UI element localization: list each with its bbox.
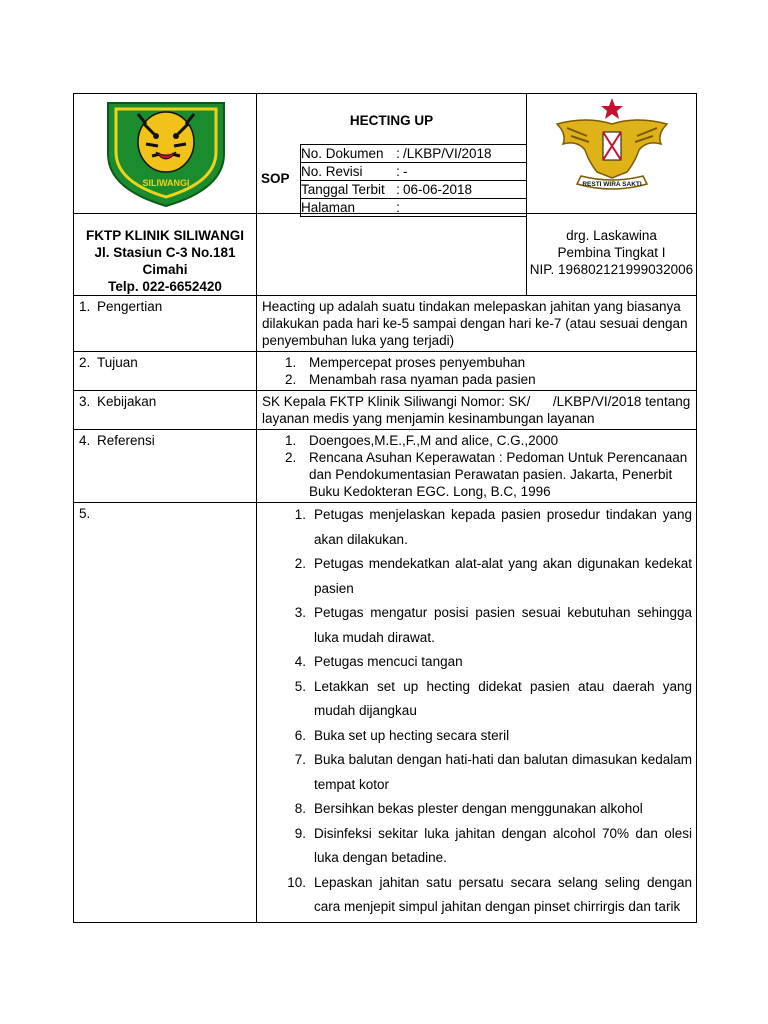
clinic-name: FKTP KLINIK SILIWANGI [86,228,244,243]
signer-rank: Pembina Tingkat I [557,245,666,260]
header-row [74,94,697,214]
signer-info-cell [527,214,697,296]
step-number: 3. [294,605,306,620]
step-item [262,650,692,675]
step-text: Buka balutan dengan hati-hati dan balutan dimasukan kedalam tempat kotor [314,752,692,792]
siliwangi-logo-text: SILIWANGI [142,178,190,188]
kebijakan-text: SK Kepala FKTP Klinik Siliwangi Nomor: SK/ /LKBP/VI/2018 tentang layanan medis yang menjamin kesinambungan layanan [262,394,694,426]
section-content [257,391,697,430]
meta-value: /LKBP/VI/2018 [403,145,527,163]
step-text: Lepaskan jahitan satu persatu secara selang seling dengan cara menjepit simpul jahitan dengan pinset chirrirgis dan tarik [314,874,692,914]
step-item [262,601,692,650]
step-text: Disinfeksi sekitar luka jahitan dengan alcohol 70% dan olesi luka dengan betadine. [314,825,692,865]
step-item [262,675,692,724]
title-cell [257,94,527,214]
signer-name: drg. Laskawina [566,228,657,243]
meta-row-no-revisi [301,163,527,181]
section-number: 5. [79,506,91,521]
section-content [257,503,697,923]
list-item [262,371,692,388]
section-kebijakan [74,391,697,430]
meta-key: Halaman [301,199,394,217]
step-number: 9. [294,825,306,841]
eagle-emblem [527,94,697,213]
section-label [74,503,257,923]
signer-nip: NIP. 196802121999032006 [529,262,694,277]
section-prosedur [74,503,697,923]
section-number: 3. [79,394,91,409]
step-number: 2. [294,556,306,571]
sop-table [73,93,697,923]
meta-key: Tanggal Terbit [301,181,394,199]
eagle-logo-text: RESTI WIRA SAKTI [582,181,642,188]
step-text: Letakkan set up hecting didekat pasien atau daerah yang mudah dijangkau [314,678,692,718]
list-text: Rencana Asuhan Keperawatan : Pedoman Untuk Perencanaan dan Pendokumentasian Perawatan pasien. Jakarta, Penerbit Buku Kedokteran EGC. Long, B.C, 1996 [309,450,688,499]
section-referensi [74,430,697,503]
section-content [257,352,697,391]
meta-value: 06-06-2018 [403,181,527,199]
section-title: Kebijakan [97,394,157,409]
meta-value: - [403,163,527,181]
section-title: Tujuan [97,355,138,370]
referensi-list [262,432,692,500]
left-logo-cell [74,94,257,214]
clinic-phone: Telp. 022-6652420 [108,279,222,294]
step-item [262,797,692,822]
meta-key: No. Dokumen [301,145,394,163]
step-number: 7. [294,752,306,767]
step-item [262,724,692,749]
step-number: 6. [294,727,306,743]
section-title: Referensi [97,433,155,448]
step-item [262,503,692,552]
step-item [262,822,692,871]
list-number: 1. [285,355,297,370]
section-label [74,296,257,352]
list-number: 2. [285,372,297,387]
list-number: 2. [285,450,297,465]
step-text: Buka set up hecting secara steril [314,727,510,743]
meta-sep: : [393,199,403,217]
document-title: HECTING UP [349,113,434,128]
meta-row-no-dokumen [301,145,527,163]
section-content [257,296,697,352]
section-content [257,430,697,503]
section-tujuan [74,352,697,391]
procedure-steps-list [262,503,692,920]
step-number: 10. [287,874,306,890]
list-item [262,449,692,500]
tujuan-list [262,354,692,388]
step-item [262,552,692,601]
pengertian-text: Heacting up adalah suatu tindakan melepaskan jahitan yang biasanya dilakukan pada hari ke-5 sampai dengan hari ke-7 (atau sesuai dengan penyembuhan luka yang terjadi) [262,299,688,348]
step-number: 1. [294,507,306,522]
list-text: Menambah rasa nyaman pada pasien [309,372,536,387]
sop-document [73,93,696,923]
list-item [262,432,692,449]
section-pengertian [74,296,697,352]
step-text: Petugas mengatur posisi pasien sesuai kebutuhan sehingga luka mudah dirawat. [314,605,692,645]
step-text: Bersihkan bekas plester dengan menggunakan alkohol [314,801,643,816]
meta-key: No. Revisi [301,163,394,181]
section-number: 1. [79,299,91,314]
document-meta-table [300,144,527,217]
clinic-info-cell [74,214,257,296]
list-text: Mempercepat proses penyembuhan [309,355,526,370]
step-item [262,748,692,797]
empty-info-cell [257,214,527,296]
section-label [74,391,257,430]
section-number: 2. [79,355,91,370]
section-number: 4. [79,433,91,448]
step-text: Petugas mencuci tangan [314,654,463,669]
step-number: 8. [294,801,306,816]
meta-row-tanggal-terbit [301,181,527,199]
info-row [74,214,697,296]
list-item [262,354,692,371]
step-text: Petugas mendekatkan alat-alat yang akan digunakan kedekat pasien [314,556,692,596]
list-number: 1. [285,433,297,448]
section-title: Pengertian [97,299,163,314]
meta-sep: : [393,163,403,181]
meta-sep: : [393,145,403,163]
step-number: 4. [294,654,306,669]
step-number: 5. [294,678,306,694]
section-label [74,430,257,503]
siliwangi-tiger-emblem [74,94,257,213]
sop-label: SOP [261,171,290,186]
section-label [74,352,257,391]
list-text: Doengoes,M.E.,F.,M and alice, C.G.,2000 [309,433,559,448]
step-text: Petugas menjelaskan kepada pasien prosedur tindakan yang akan dilakukan. [314,507,692,547]
step-item [262,871,692,920]
clinic-address: Jl. Stasiun C-3 No.181 Cimahi [94,245,236,277]
meta-value [403,199,527,217]
meta-row-halaman [301,199,527,217]
right-logo-cell [527,94,697,214]
meta-sep: : [393,181,403,199]
